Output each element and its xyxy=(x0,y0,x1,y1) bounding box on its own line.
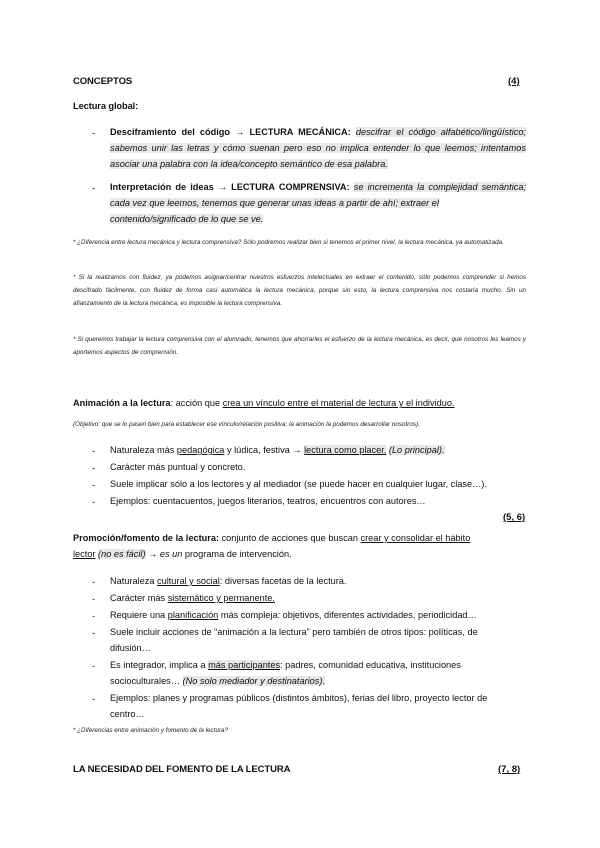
item-underlined: cultural y social xyxy=(157,576,220,586)
promocion-item-caracter xyxy=(110,590,275,606)
animacion-item-naturaleza xyxy=(110,442,445,458)
definition-underlined: lector xyxy=(73,549,96,559)
item-text: Naturaleza más xyxy=(110,445,175,455)
section-title-conceptos: CONCEPTOS xyxy=(73,76,133,87)
bullet-description: se incrementa la complejidad semántica; cada vez que leemos, tenemos que generar unas ideas a partir de ahí; extraer el xyxy=(110,182,526,208)
bullet-lectura-mecanica xyxy=(110,124,526,172)
promocion-item-naturaleza xyxy=(110,573,346,589)
bullet-description-end: contenido/significado de lo que se ve. xyxy=(110,214,264,224)
bullet-marker: - xyxy=(92,577,96,587)
item-text: socioculturales… xyxy=(110,676,180,686)
definition-underlined: crear y consolidar el hábito xyxy=(360,533,471,543)
item-italic-highlight: (Lo principal). xyxy=(388,445,445,455)
promocion-item-acciones-end: difusión… xyxy=(110,643,151,653)
bullet-lectura-comprensiva-end xyxy=(110,211,263,227)
item-underlined: sistemático y permanente. xyxy=(167,593,275,603)
promocion-item-integrador-end xyxy=(110,673,325,689)
item-text: Es integrador, implica a xyxy=(110,660,206,670)
footnote-2: * Si la realizamos con fluidez, ya podemos asignar/centrar nuestros esfuerzos intelectuales en extraer el contenido, sólo podemos comprender si hemos descifrado fácilmente, con fluidez de forma casi automática la lectura mecánica, porque sin esto, la lectura comprensiva nos costaría mucho. Sin un afianzamiento de la lectura mecánica, es imposible la lectura comprensiva. xyxy=(73,274,526,307)
promocion-item-acciones: Suele incluir acciones de “animación a la lectura” pero también de otros tipos: políticas, de xyxy=(110,627,478,637)
definition-text: : acción que xyxy=(170,398,221,408)
item-text: : diversas facetas de la lectura. xyxy=(219,576,347,586)
bullet-marker: - xyxy=(92,497,96,507)
page-ref-7-8: (7, 8) xyxy=(498,764,521,775)
definition-promocion-2 xyxy=(73,546,292,562)
item-text: Naturaleza xyxy=(110,576,155,586)
objective-note: (Objetivo: que se lo pasen bien para establecer ese vínculo/relación positiva; la animación la podemos desarrollar nosotros). xyxy=(73,421,420,428)
footnote-3: * Si queremos trabajar la lectura comprensiva con el alumnado, tenemos que ahorrarles el esfuerzo de la lectura mecánica, es decir, que nosotros les leamos y aportemos aspectos de comprensión. xyxy=(73,336,526,356)
promocion-item-planificacion xyxy=(110,607,477,623)
page-ref-4: (4) xyxy=(508,76,520,87)
bullet-marker: - xyxy=(92,594,96,604)
bullet-marker: - xyxy=(92,128,96,138)
bullet-marker: - xyxy=(92,628,96,638)
bullet-marker: - xyxy=(92,611,96,621)
bullet-lectura-comprensiva xyxy=(110,179,526,211)
promocion-item-ejemplos: Ejemplos: planes y programas públicos (distintos ámbitos), ferias del libro, proyecto lector de xyxy=(110,693,488,703)
definition-text: programa de intervención. xyxy=(184,549,292,559)
section-title-necesidad: LA NECESIDAD DEL FOMENTO DE LA LECTURA xyxy=(73,764,291,775)
item-underlined: planificación xyxy=(167,610,219,620)
item-text: más compleja: objetivos, diferentes actividades, periodicidad… xyxy=(220,610,477,620)
footnote-diferencias: * ¿Diferencias entre animación y fomento de la lectura? xyxy=(73,727,229,734)
animacion-item-caracter: Carácter más puntual y concreto. xyxy=(110,462,246,472)
bullet-marker: - xyxy=(92,661,96,671)
definition-text: conjunto de acciones que buscan xyxy=(221,533,358,543)
item-text: Requiere una xyxy=(110,610,166,620)
bullet-marker: - xyxy=(92,463,96,473)
item-italic-highlight: (No solo mediador y destinatarios). xyxy=(182,676,326,686)
animacion-item-implica: Suele implicar sólo a los lectores y al mediador (se puede hacer en cualquier lugar, clase…). xyxy=(110,479,487,489)
item-underlined-highlight: lectura como placer. xyxy=(304,445,387,455)
animacion-item-ejemplos: Ejemplos: cuentacuentos, juegos literarios, teatros, encuentros con autores… xyxy=(110,496,426,506)
section-title-animacion: Animación a la lectura xyxy=(73,398,171,408)
footnote-1: * ¿Diferencia entre lectura mecánica y lectura comprensiva? Sólo podremos realizar bien si tenemos el primer nivel, la lectura mecánica, ya automatizada. xyxy=(73,239,504,246)
promocion-item-ejemplos-end: centro… xyxy=(110,709,145,719)
definition-underlined: crea un vínculo entre el material de lectura y el individuo. xyxy=(222,398,455,408)
section-title-promocion: Promoción/fomento de la lectura: xyxy=(73,533,219,543)
bullet-bold-label: Interpretación de ideas → LECTURA COMPRENSIVA: xyxy=(110,182,350,192)
bullet-marker: - xyxy=(92,446,96,456)
page-ref-5-6: (5, 6) xyxy=(503,512,526,523)
subtitle-lectura-global: Lectura global: xyxy=(73,101,139,111)
definition-italic: (no es fácil) xyxy=(98,549,146,559)
item-text: y lúdica, festiva → xyxy=(226,445,302,455)
bullet-marker: - xyxy=(92,183,96,193)
item-underlined: más participantes xyxy=(208,660,281,670)
bullet-bold-label: Desciframiento del código → LECTURA MECÁNICA: xyxy=(110,127,351,137)
item-text: Carácter más xyxy=(110,593,166,603)
bullet-marker: - xyxy=(92,480,96,490)
definition-italic: → es un xyxy=(148,549,183,559)
item-underlined: pedagógica xyxy=(176,445,225,455)
definition-promocion xyxy=(73,530,526,546)
definition-animacion xyxy=(73,395,455,411)
item-text: : padres, comunidad educativa, instituciones xyxy=(280,660,461,670)
bullet-description: descifrar el código alfabético/lingüístico; sabemos unir las letras y cómo suenan pero eso no implica entender lo que leemos; intentamos asociar una palabra con la idea/concepto semántico de esa palabra. xyxy=(110,127,526,169)
bullet-marker: - xyxy=(92,694,96,704)
promocion-item-integrador xyxy=(110,657,526,673)
